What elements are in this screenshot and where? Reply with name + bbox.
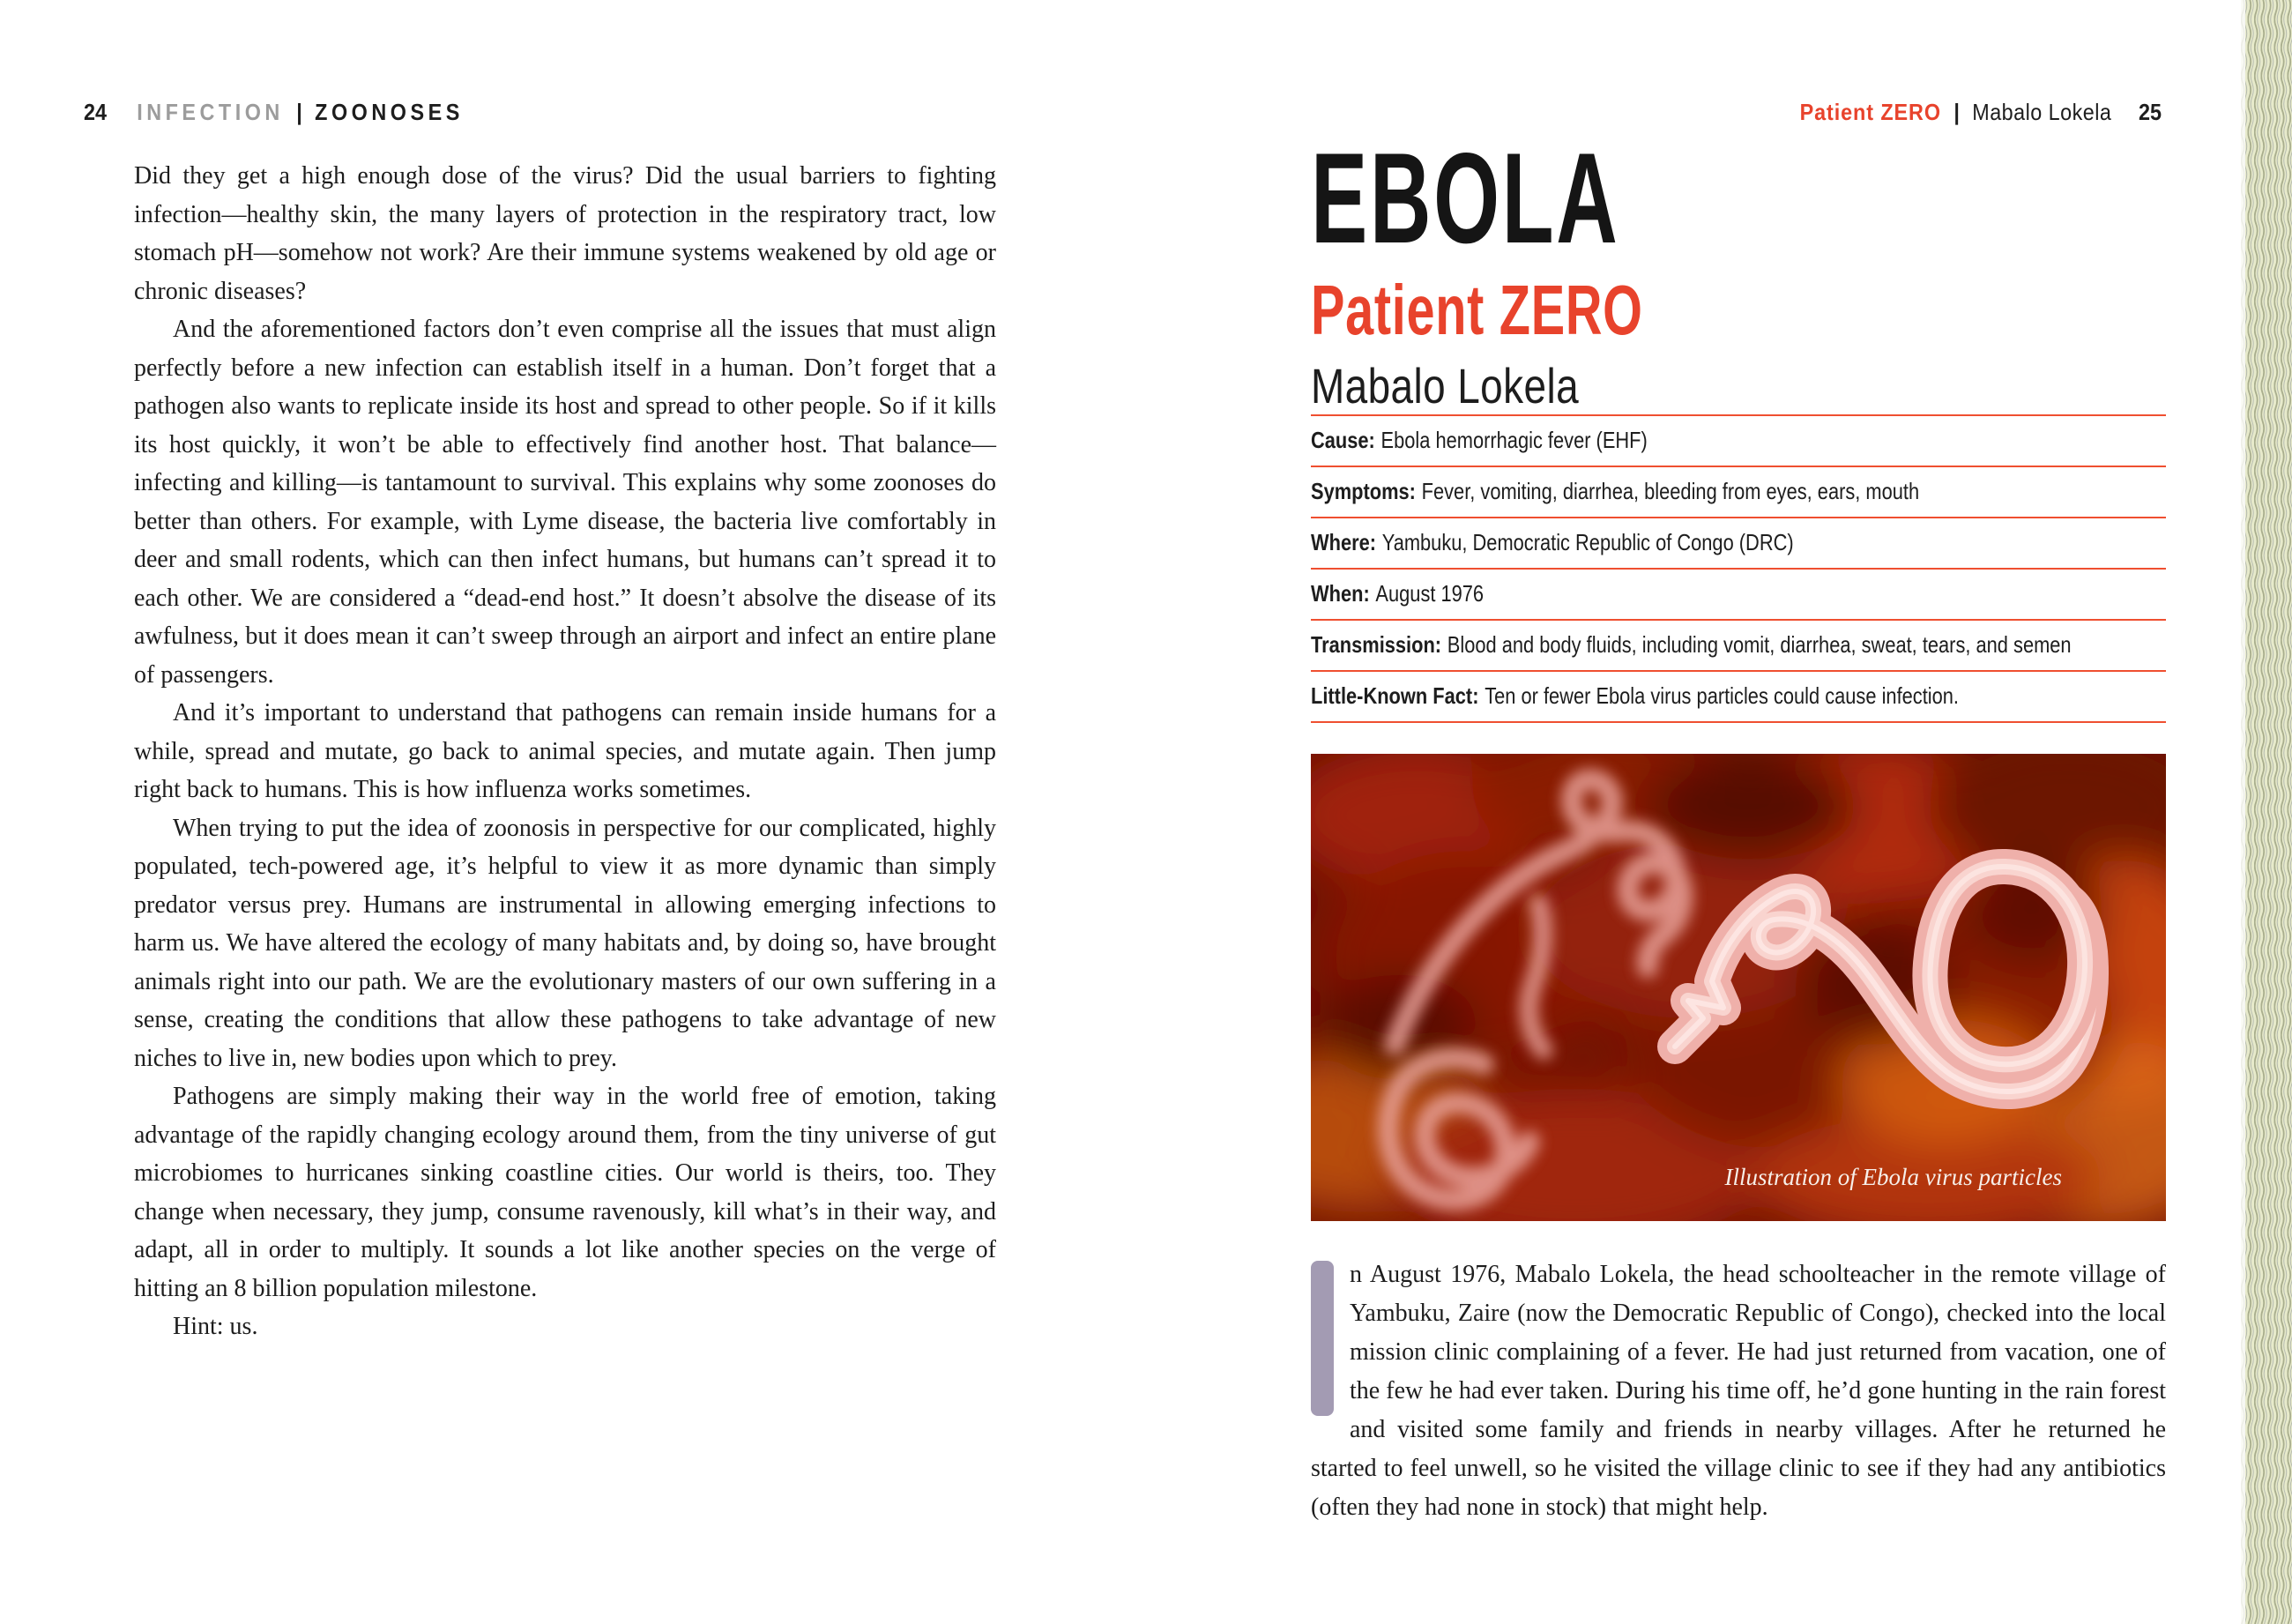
fact-label: Where: xyxy=(1311,529,1377,555)
intro-text: n August 1976, Mabalo Lokela, the head schoolteacher in the remote village of Yambuku, Zaire (now the Democratic Republic of Congo), checked into the local mission clinic complaining of a fever. He had just returned from vacation, one of the few he had ever taken. During his time off, he’d gone hunting in the rain forest and visited some family and friends in nearby villages. After he returned he started to feel unwell, so he visited the village clinic to see if they had any antibiotics (often they had none in stock) that might help. xyxy=(1311,1261,2166,1521)
virus-illustration-art xyxy=(1311,754,2166,1221)
body-paragraph: Did they get a high enough dose of the virus? Did the usual barriers to fighting infection—healthy skin, the many layers of protection in the respiratory tract, low stomach pH—somehow not work? Are their immune systems weakened by old age or chronic diseases? xyxy=(134,162,996,305)
body-copy xyxy=(134,157,996,1346)
patient-name: Mabalo Lokela xyxy=(1311,358,1580,413)
body-paragraph: When trying to put the idea of zoonosis in perspective for our complicated, highly populated, tech-powered age, it’s helpful to view it as more dynamic than simply predator versus prey. Humans are instrumental in allowing emerging infections to harm us. We have altered the ecology of many habitats and, by doing so, have brought animals right into our path. We are the evolutionary masters of our own suffering in a sense, creating the conditions that allow these pathogens to take advantage of new niches to live in, new bodies upon which to prey. xyxy=(134,814,996,1072)
fact-row xyxy=(1311,517,2166,568)
fact-label: Cause: xyxy=(1311,427,1375,453)
disease-title: EBOLA xyxy=(1311,126,1620,270)
intro-paragraph xyxy=(1311,1255,2166,1527)
fact-row xyxy=(1311,670,2166,723)
fact-label: Little-Known Fact: xyxy=(1311,682,1479,709)
body-paragraph: And it’s important to understand that pathogens can remain inside humans for a while, spread and mutate, go back to animal species, and mutate again. Then jump right back to humans. This is how influenza works sometimes. xyxy=(134,699,996,803)
fact-row xyxy=(1311,568,2166,619)
fact-table xyxy=(1311,414,2166,723)
fact-value: Yambuku, Democratic Republic of Congo (DRC) xyxy=(1381,529,1794,555)
right-running-head xyxy=(1800,99,2162,126)
title-block xyxy=(1311,126,1779,413)
section-label: INFECTION xyxy=(137,99,284,125)
page-number-left: 24 xyxy=(84,99,108,125)
fact-row xyxy=(1311,619,2166,670)
running-head-name: Mabalo Lokela xyxy=(1972,99,2112,125)
fact-value: Ebola hemorrhagic fever (EHF) xyxy=(1380,427,1648,453)
fact-row xyxy=(1311,414,2166,466)
fact-label: Transmission: xyxy=(1311,631,1442,658)
fact-value: Fever, vomiting, diarrhea, bleeding from eyes, ears, mouth xyxy=(1421,478,1920,504)
fact-row xyxy=(1311,466,2166,517)
header-divider: | xyxy=(1953,99,1960,125)
patient-zero-subtitle: Patient ZERO xyxy=(1311,271,1643,349)
page-edge-pattern xyxy=(2241,0,2292,1624)
topic-label: ZOONOSES xyxy=(315,99,464,125)
running-head-title: Patient ZERO xyxy=(1799,99,1941,125)
body-paragraph: Pathogens are simply making their way in the world free of emotion, taking advantage of the rapidly changing ecology around them, from the tiny universe of gut microbiomes to hurricanes sinking coastline cities. Our world is theirs, too. They change when necessary, they jump, consume ravenously, kill what’s in their way, and adapt, all in order to multiply. It sounds a lot like another species on the verge of hitting an 8 billion population milestone. xyxy=(134,1083,996,1302)
ebola-virus-illustration xyxy=(1311,754,2166,1221)
fact-value: Blood and body fluids, including vomit, diarrhea, sweat, tears, and semen xyxy=(1447,631,2072,658)
body-paragraph: And the aforementioned factors don’t even comprise all the issues that must align perfectly before a new infection can establish itself in a human. Don’t forget that a pathogen also wants to replicate inside its host and spread to other people. So if it kills its host quickly, it won’t be able to effectively find another host. That balance—infecting and killing—is tantamount to survival. This explains why some zoonoses do better than others. For example, with Lyme disease, the bacteria live comfortably in deer and small rodents, which can then infect humans, but humans can’t spread it to each other. We are considered a “dead-end host.” It doesn’t absolve the disease of its awfulness, but it does mean it can’t sweep through an airport and infect an entire plane of passengers. xyxy=(134,316,996,689)
body-paragraph: Hint: us. xyxy=(173,1313,258,1340)
header-divider: | xyxy=(296,99,302,125)
left-running-head xyxy=(84,99,464,126)
fact-value: Ten or fewer Ebola virus particles could cause infection. xyxy=(1485,682,1959,709)
fact-label: Symptoms: xyxy=(1311,478,1416,504)
fact-label: When: xyxy=(1311,580,1370,607)
drop-cap-i xyxy=(1311,1261,1334,1416)
fact-value: August 1976 xyxy=(1375,580,1485,607)
page-number-right: 25 xyxy=(2138,99,2162,125)
image-caption: Illustration of Ebola virus particles xyxy=(1724,1164,2062,1190)
